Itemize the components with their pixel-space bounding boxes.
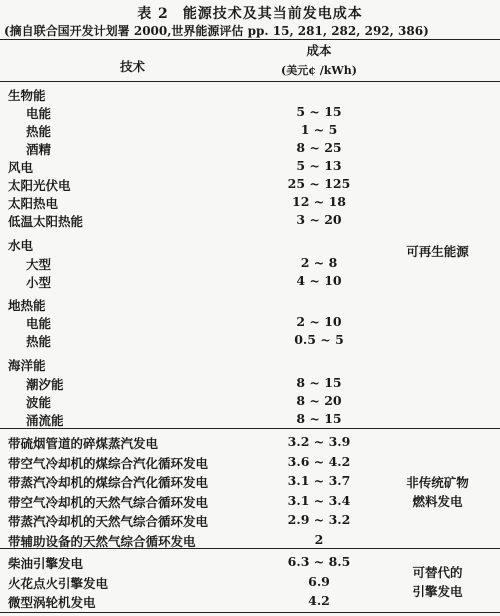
row-technology: 海洋能 [8,358,46,373]
row-technology: 小型 [26,275,52,290]
row-cost: 2 ~ 8 [300,255,338,270]
row-technology: 火花点火引擎发电 [8,575,109,591]
row-technology: 生物能 [8,88,46,103]
header-unit: (美元¢ /kWh) [281,64,357,77]
row-cost: 8 ~ 15 [296,375,342,390]
group-label-fossil-line2: 燃料发电 [412,494,463,509]
row-technology: 波能 [26,395,52,410]
row-technology: 潮汐能 [26,377,64,392]
table-row [0,391,500,411]
top-rule [0,39,500,40]
row-technology: 低温太阳热能 [8,214,84,229]
row-technology: 电能 [26,106,52,121]
row-technology: 风电 [8,160,34,175]
table-row [0,452,500,472]
row-cost: 4.2 [308,593,330,608]
table-row [0,354,500,374]
row-cost: 6.9 [308,573,330,589]
row-cost: 4 ~ 10 [296,273,342,288]
row-cost: 3.1 ~ 3.7 [287,473,351,488]
row-technology: 柴油引擎发电 [8,556,84,571]
row-cost: 2 [314,531,324,547]
engine-rule [0,548,500,549]
row-cost: 5 ~ 13 [296,158,342,173]
table-row [0,312,500,332]
group-label-renewable: 可再生能源 [406,244,469,259]
row-technology: 酒精 [26,142,52,157]
group-label-engine [375,563,500,601]
group-label-fossil-line1: 非传统矿物 [406,475,469,490]
table-row [0,373,500,393]
table-row [0,409,500,429]
table-row [0,138,500,158]
table-row [0,174,500,194]
row-technology: 热能 [26,124,52,139]
table-row [0,156,500,176]
row-cost: 6.3 ~ 8.5 [287,554,351,569]
row-cost: 5 ~ 15 [296,104,342,119]
table-title-text: 能源技术及其当前发电成本 [182,6,363,22]
group-label-engine-line1: 可替代的 [412,565,463,580]
row-cost: 3.6 ~ 4.2 [287,453,351,469]
table-title [0,3,500,23]
header-rule [0,81,500,82]
row-cost: 3.2 ~ 3.9 [287,434,351,449]
row-cost: 2 ~ 10 [296,314,342,329]
table-row [0,330,500,350]
row-cost: 3.1 ~ 3.4 [287,492,351,508]
row-technology: 热能 [26,334,52,349]
group-label-engine-line2: 引擎发电 [412,584,463,599]
group-label-fossil [375,473,500,511]
row-technology: 带蒸汽冷却机的天然气综合循环发电 [8,514,209,529]
table-row [0,530,500,550]
row-technology: 电能 [26,316,52,331]
row-cost: 0.5 ~ 5 [294,332,344,347]
row-technology: 带蒸汽冷却机的煤综合汽化循环发电 [8,475,209,490]
table-row [0,510,500,530]
row-cost: 25 ~ 125 [287,176,351,191]
row-technology: 太阳热电 [8,196,59,211]
table-row [0,120,500,140]
header-cost: 成本 [306,43,332,58]
table-row [0,271,500,291]
row-cost: 12 ~ 18 [292,194,346,209]
header-technology: 技术 [119,59,145,74]
table-row [0,294,500,314]
table-row [0,84,500,104]
table-row [0,192,500,212]
row-technology: 涌流能 [26,413,64,428]
row-technology: 带空气冷却机的煤综合汽化循环发电 [8,455,209,471]
fossil-rule [0,428,500,429]
table-row [0,210,500,230]
bottom-rule [0,612,500,613]
row-technology: 微型涡轮机发电 [8,595,96,610]
row-technology: 水电 [8,238,34,253]
row-cost: 8 ~ 25 [296,140,342,155]
row-cost: 3 ~ 20 [296,212,342,227]
row-cost: 8 ~ 20 [296,393,342,408]
row-technology: 带空气冷却机的天然气综合循环发电 [8,494,209,510]
row-technology: 太阳光伏电 [8,178,71,193]
row-cost: 8 ~ 15 [296,411,342,426]
row-technology: 带辅助设备的天然气综合循环发电 [8,533,196,549]
table-row [0,432,500,452]
table-row [0,102,500,122]
row-technology: 大型 [26,257,52,272]
table-source: (摘自联合国开发计划署 2000,世界能源评估 pp. 15, 281, 282, 292, 386) [4,24,429,38]
row-technology: 地热能 [8,298,46,313]
row-cost: 2.9 ~ 3.2 [287,512,351,527]
table-number: 表 2 [137,6,169,22]
row-cost: 1 ~ 5 [300,122,338,137]
row-technology: 带硫烟管道的碎煤蒸汽发电 [8,436,159,451]
